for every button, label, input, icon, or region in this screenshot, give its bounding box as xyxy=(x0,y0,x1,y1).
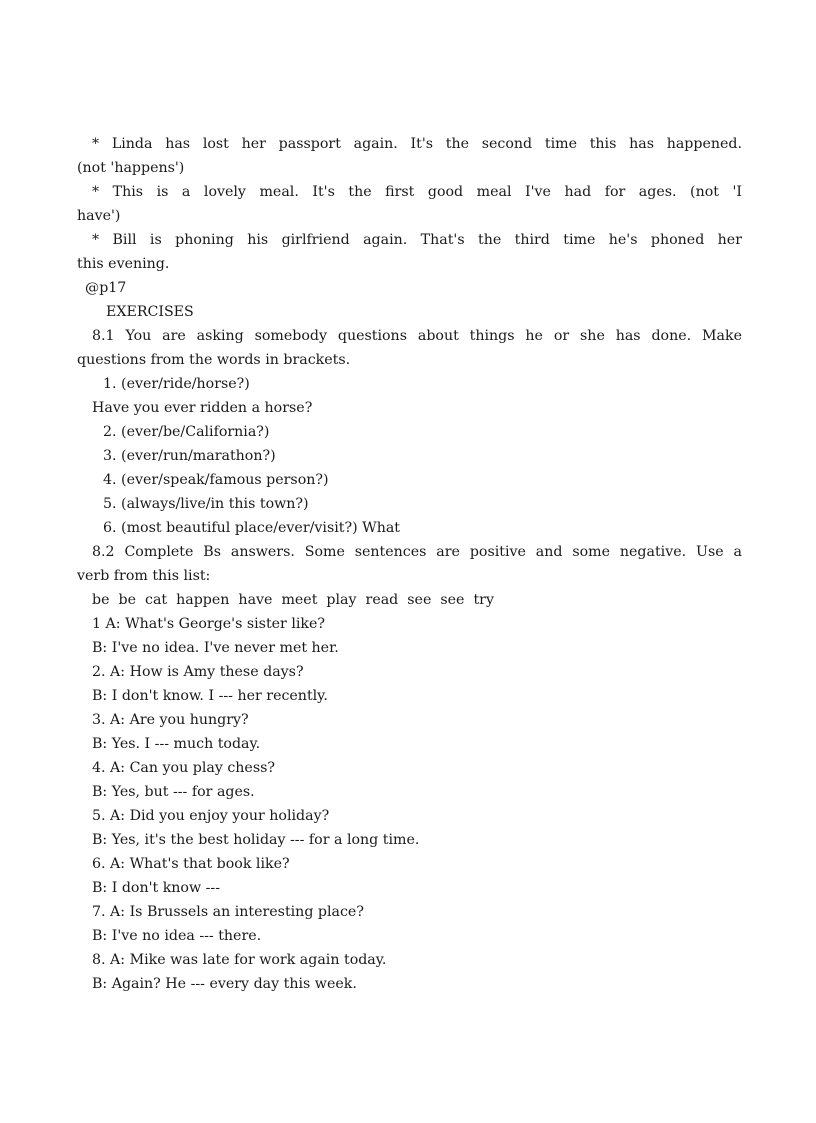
dialogue-line: 1 A: What's George's sister like? xyxy=(92,616,326,632)
section-heading: EXERCISES xyxy=(106,304,194,320)
dialogue-line: 5. A: Did you enjoy your holiday? xyxy=(92,808,330,824)
exercise-item: 6. (most beautiful place/ever/visit?) What xyxy=(103,520,400,536)
example-line: (not 'happens') xyxy=(77,160,185,176)
verb-list: be be cat happen have meet play read see see try xyxy=(92,592,494,608)
dialogue-line: 4. A: Can you play chess? xyxy=(92,760,275,776)
dialogue-line: B: Yes, but --- for ages. xyxy=(92,784,255,800)
dialogue-line: B: I've no idea --- there. xyxy=(92,928,262,944)
dialogue-line: B: Again? He --- every day this week. xyxy=(92,976,357,992)
example-line: * Linda has lost her passport again. It's the second time this has happened. xyxy=(92,136,742,152)
exercise-item: 1. (ever/ride/horse?) xyxy=(103,376,250,392)
dialogue-line: 6. A: What's that book like? xyxy=(92,856,290,872)
page-marker: @p17 xyxy=(85,280,127,296)
dialogue-line: 8. A: Mike was late for work again today. xyxy=(92,952,387,968)
dialogue-line: 2. A: How is Amy these days? xyxy=(92,664,304,680)
dialogue-line: 3. A: Are you hungry? xyxy=(92,712,249,728)
example-line: * Bill is phoning his girlfriend again. That's the third time he's phoned her xyxy=(92,232,742,248)
example-line: this evening. xyxy=(77,256,170,272)
exercise-item: 2. (ever/be/California?) xyxy=(103,424,270,440)
dialogue-line: B: Yes. I --- much today. xyxy=(92,736,261,752)
example-line: * This is a lovely meal. It's the first good meal I've had for ages. (not 'I xyxy=(92,184,742,200)
exercise-instruction: verb from this list: xyxy=(77,568,211,584)
exercise-answer: Have you ever ridden a horse? xyxy=(92,400,313,416)
exercise-item: 3. (ever/run/marathon?) xyxy=(103,448,276,464)
document-page xyxy=(0,132,816,996)
dialogue-line: B: I don't know. I --- her recently. xyxy=(92,688,328,704)
dialogue-line: B: I've no idea. I've never met her. xyxy=(92,640,339,656)
exercise-instruction: questions from the words in brackets. xyxy=(77,352,351,368)
dialogue-line: B: I don't know --- xyxy=(92,880,221,896)
example-line: have') xyxy=(77,208,121,224)
dialogue-line: B: Yes, it's the best holiday --- for a long time. xyxy=(92,832,420,848)
exercise-instruction: 8.1 You are asking somebody questions about things he or she has done. Make xyxy=(92,328,742,344)
exercise-item: 4. (ever/speak/famous person?) xyxy=(103,472,329,488)
dialogue-line: 7. A: Is Brussels an interesting place? xyxy=(92,904,364,920)
exercise-item: 5. (always/live/in this town?) xyxy=(103,496,309,512)
exercise-instruction: 8.2 Complete Bs answers. Some sentences are positive and some negative. Use a xyxy=(92,544,742,560)
